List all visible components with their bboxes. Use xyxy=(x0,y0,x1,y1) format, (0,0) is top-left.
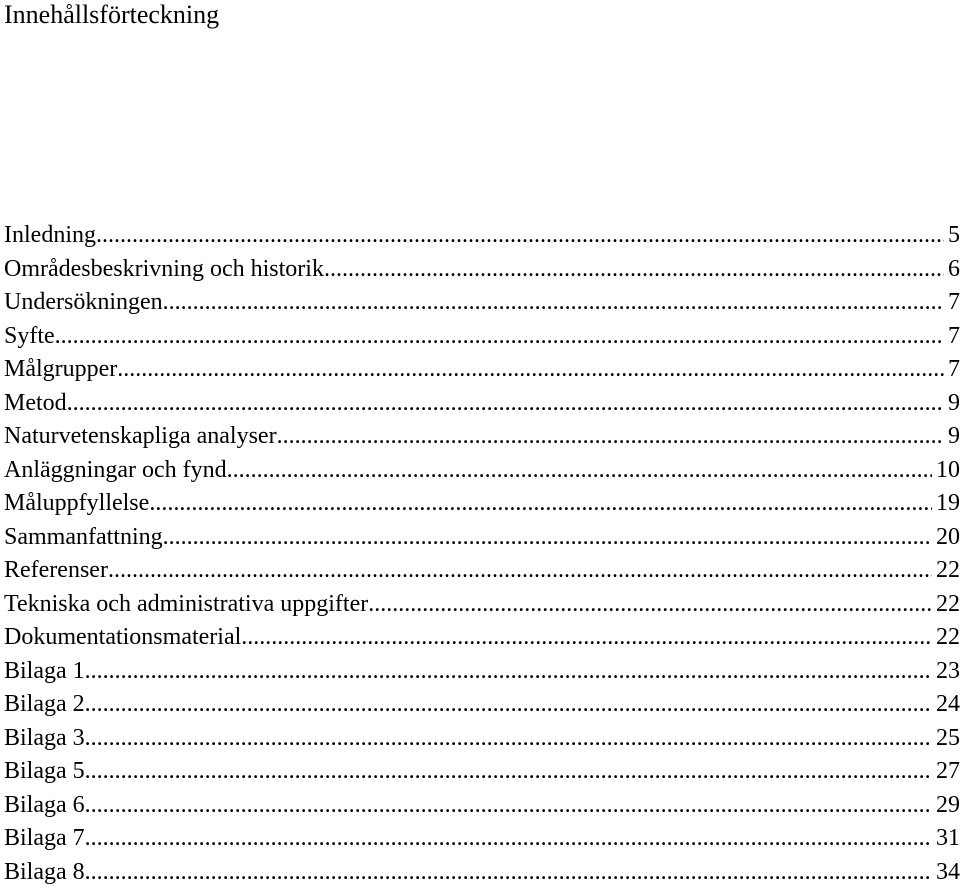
toc-entry-label: Anläggningar och fynd xyxy=(4,454,227,488)
toc-leader-dots xyxy=(117,353,944,387)
toc-page-number: 9 xyxy=(944,387,960,421)
toc-entry-label: Dokumentationsmaterial xyxy=(4,621,241,655)
toc-entry-label: Sammanfattning xyxy=(4,521,163,555)
toc-leader-dots xyxy=(277,420,944,454)
toc-entry-label: Bilaga 7 xyxy=(4,822,85,856)
toc-page-number: 9 xyxy=(944,420,960,454)
toc-entry-undersokningen[interactable] xyxy=(4,286,960,320)
toc-entry-tekniska-uppgifter[interactable] xyxy=(4,588,960,622)
toc-leader-dots xyxy=(85,688,932,722)
toc-entry-bilaga-1[interactable] xyxy=(4,655,960,689)
toc-page-number: 6 xyxy=(944,253,960,287)
toc-leader-dots xyxy=(85,755,932,789)
toc-entry-label: Bilaga 6 xyxy=(4,789,85,823)
toc-page-number: 24 xyxy=(932,688,960,722)
toc-entry-naturvetenskapliga-analyser[interactable] xyxy=(4,420,960,454)
toc-entry-inledning[interactable] xyxy=(4,219,960,253)
toc-entry-label: Naturvetenskapliga analyser xyxy=(4,420,277,454)
toc-entry-label: Områdesbeskrivning och historik xyxy=(4,253,324,287)
toc-page-number: 5 xyxy=(944,219,960,253)
toc-entry-sammanfattning[interactable] xyxy=(4,521,960,555)
toc-entry-label: Bilaga 8 xyxy=(4,856,85,889)
toc-page-number: 22 xyxy=(932,588,960,622)
toc-page-number: 7 xyxy=(944,353,960,387)
toc-leader-dots xyxy=(149,487,932,521)
page-title: Innehållsförteckning xyxy=(4,0,219,30)
toc-leader-dots xyxy=(55,320,944,354)
toc-entry-label: Undersökningen xyxy=(4,286,163,320)
toc-entry-label: Inledning xyxy=(4,219,96,253)
toc-entry-bilaga-7[interactable] xyxy=(4,822,960,856)
toc-entry-label: Bilaga 1 xyxy=(4,655,85,689)
toc-entry-referenser[interactable] xyxy=(4,554,960,588)
toc-page-number: 10 xyxy=(932,454,960,488)
toc-leader-dots xyxy=(85,856,932,889)
toc-entry-metod[interactable] xyxy=(4,387,960,421)
toc-leader-dots xyxy=(67,387,944,421)
toc-page-number: 23 xyxy=(932,655,960,689)
toc-leader-dots xyxy=(85,822,932,856)
toc-page-number: 20 xyxy=(932,521,960,555)
toc-entry-dokumentationsmaterial[interactable] xyxy=(4,621,960,655)
toc-entry-label: Måluppfyllelse xyxy=(4,487,149,521)
toc-leader-dots xyxy=(227,454,932,488)
toc-page-number: 7 xyxy=(944,286,960,320)
toc-entry-label: Bilaga 2 xyxy=(4,688,85,722)
toc-entry-malgrupper[interactable] xyxy=(4,353,960,387)
toc-entry-label: Syfte xyxy=(4,320,55,354)
toc-entry-label: Målgrupper xyxy=(4,353,117,387)
toc-leader-dots xyxy=(85,722,932,756)
toc-page-number: 29 xyxy=(932,789,960,823)
table-of-contents xyxy=(4,219,960,889)
toc-page-number: 34 xyxy=(932,856,960,889)
toc-leader-dots xyxy=(324,253,944,287)
toc-entry-label: Bilaga 5 xyxy=(4,755,85,789)
toc-entry-maluppfyllelse[interactable] xyxy=(4,487,960,521)
toc-entry-bilaga-5[interactable] xyxy=(4,755,960,789)
toc-page-number: 22 xyxy=(932,621,960,655)
toc-entry-bilaga-2[interactable] xyxy=(4,688,960,722)
toc-leader-dots xyxy=(108,554,932,588)
toc-entry-label: Referenser xyxy=(4,554,108,588)
toc-page-number: 31 xyxy=(932,822,960,856)
toc-leader-dots xyxy=(163,521,932,555)
toc-page-number: 19 xyxy=(932,487,960,521)
toc-page-number: 7 xyxy=(944,320,960,354)
toc-leader-dots xyxy=(85,655,932,689)
toc-entry-label: Tekniska och administrativa uppgifter xyxy=(4,588,368,622)
toc-entry-label: Metod xyxy=(4,387,67,421)
toc-page-number: 27 xyxy=(932,755,960,789)
toc-leader-dots xyxy=(368,588,932,622)
toc-entry-omradesbeskrivning[interactable] xyxy=(4,253,960,287)
toc-leader-dots xyxy=(163,286,944,320)
toc-page-number: 25 xyxy=(932,722,960,756)
toc-leader-dots xyxy=(85,789,932,823)
toc-page-number: 22 xyxy=(932,554,960,588)
toc-leader-dots xyxy=(241,621,932,655)
toc-entry-bilaga-8[interactable] xyxy=(4,856,960,889)
toc-entry-anlaggningar-och-fynd[interactable] xyxy=(4,454,960,488)
toc-entry-bilaga-6[interactable] xyxy=(4,789,960,823)
toc-entry-syfte[interactable] xyxy=(4,320,960,354)
toc-entry-bilaga-3[interactable] xyxy=(4,722,960,756)
toc-leader-dots xyxy=(96,219,944,253)
toc-entry-label: Bilaga 3 xyxy=(4,722,85,756)
